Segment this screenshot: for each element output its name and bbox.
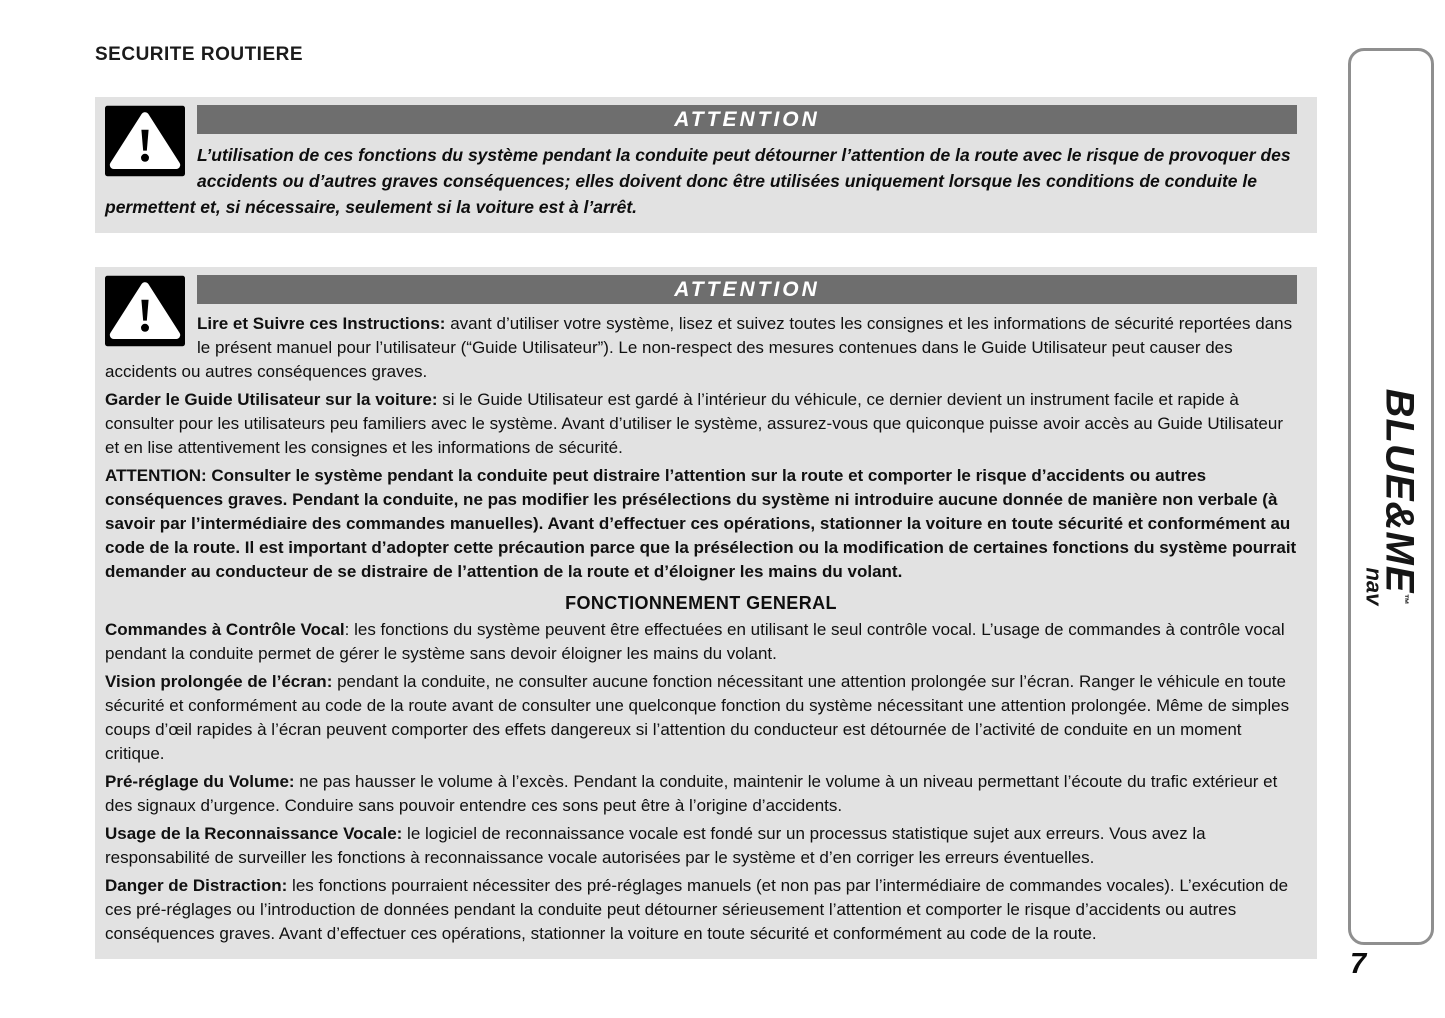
brand-text: BLUE&ME bbox=[1377, 388, 1422, 593]
paragraph-read-follow-instructions bbox=[105, 312, 1297, 384]
brand-sub-name: nav bbox=[1361, 566, 1387, 605]
warning-triangle-icon bbox=[105, 105, 185, 177]
warning-triangle-icon bbox=[105, 275, 185, 347]
attention-header: ATTENTION bbox=[197, 105, 1297, 134]
paragraph-voice-control-commands bbox=[105, 618, 1297, 666]
paragraph-distraction-danger bbox=[105, 874, 1297, 946]
paragraph-text: avant d’utiliser votre système, lisez et suivez toutes les consignes et les informations de sécurité reportées dans le présent manuel pour l’utilisateur (“Guide Utilisateur”). Le non-respect des mesures contenues dans le Guide Utilisateur peut causer des accidents ou autres conséquences graves. bbox=[105, 314, 1293, 381]
paragraph-voice-recognition-use bbox=[105, 822, 1297, 870]
paragraph-text: : les fonctions du système peuvent être effectuées en utilisant le seul contrôle vocal. L’usage de commandes à contrôle vocal pendant la conduite permet de gérer le système sans devoir éloigner les mains du volant. bbox=[105, 620, 1285, 663]
paragraph-lead: Vision prolongée de l’écran: bbox=[105, 672, 333, 691]
paragraph-prolonged-screen-viewing bbox=[105, 670, 1297, 766]
paragraph-lead: Lire et Suivre ces Instructions: bbox=[197, 314, 446, 333]
paragraph-text: le logiciel de reconnaissance vocale est fondé sur un processus statistique sujet aux erreurs. Vous avez la responsabilité de surveiller les fonctions à reconnaissance vocale autorisées par le système et d’en corriger les erreurs éventuelles. bbox=[105, 824, 1206, 867]
paragraph-lead: Garder le Guide Utilisateur sur la voiture: bbox=[105, 390, 438, 409]
paragraph-keep-guide-in-car bbox=[105, 388, 1297, 460]
paragraph-text: pendant la conduite, ne consulter aucune fonction nécessitant une attention prolongée sur l’écran. Ranger le véhicule en toute sécurité et conformément au code de la route avant de consulter une quelconque fonction du système nécessitant une attention prolongée. Même de simples coups d’œil rapides à l’écran peuvent comporter des effets dangereux si l’attention du conducteur est détournée de l’activité de conduite en un moment critique. bbox=[105, 672, 1290, 763]
section-heading-general-operation: FONCTIONNEMENT GENERAL bbox=[565, 593, 837, 613]
blue-and-me-logo bbox=[1361, 388, 1422, 605]
paragraph-text: ne pas hausser le volume à l’excès. Pendant la conduite, maintenir le volume à un niveau permettant l’écoute du trafic extérieur et des signaux d’urgence. Conduire sans pouvoir entendre ces sons peut être à l’origine d’accidents. bbox=[105, 772, 1278, 815]
paragraph-lead: Danger de Distraction: bbox=[105, 876, 288, 895]
paragraph-text: si le Guide Utilisateur est gardé à l’intérieur du véhicule, ce dernier devient un instrument facile et rapide à consulter pour les utilisateurs peu familiers avec le système. Avant d’utiliser le système, assurez-vous que quiconque puisse avoir accès au Guide Utilisateur et en lise attentivement les consignes et les informations de sécurité. bbox=[105, 390, 1283, 457]
page-content bbox=[95, 44, 1317, 959]
paragraph-attention-warning bbox=[105, 464, 1297, 584]
paragraph-lead: Usage de la Reconnaissance Vocale: bbox=[105, 824, 403, 843]
paragraph-lead: Pré-réglage du Volume: bbox=[105, 772, 295, 791]
section-tab bbox=[1348, 48, 1434, 945]
page-title: SECURITE ROUTIERE bbox=[95, 44, 304, 65]
warning-box-instructions bbox=[95, 267, 1317, 959]
attention-header: ATTENTION bbox=[197, 275, 1297, 304]
warning-body: L’utilisation de ces fonctions du système pendant la conduite peut détourner l’attention de la route avec le risque de provoquer des accidents ou d’autres graves conséquences; elles doivent donc être utilisées uniquement lorsque les conditions de conduite le permettent et, si nécessaire, seulement si la voiture est à l’arrêt. bbox=[105, 145, 1291, 217]
warning-box-driving bbox=[95, 97, 1317, 233]
page-number: 7 bbox=[1350, 948, 1367, 980]
paragraph-lead: ATTENTION: Consulter le système pendant la conduite peut distraire l’attention sur la route et comporter le risque d’accidents ou autres conséquences graves. Pendant la conduite, ne pas modifier les présélections du système ni introduire aucune donnée de manière non verbale (à savoir par l’intermédiaire des commandes manuelles). Avant d’effectuer ces opérations, stationner la voiture en toute sécurité et conformément au code de la route. Il est important d’adopter cette précaution parce que la présélection ou la modification de certaines fonctions du système pourrait demander au conducteur de se distraire de l’attention de la route et d’éloigner les mains du volant. bbox=[105, 466, 1297, 581]
trademark-symbol: ™ bbox=[1397, 592, 1410, 605]
paragraph-volume-presetting bbox=[105, 770, 1297, 818]
paragraph-text: les fonctions pourraient nécessiter des pré-réglages manuels (et non pas par l’intermédiaire de commandes vocales). L’exécution de ces pré-réglages ou l’introduction de données pendant la conduite peut détourner sérieusement l’attention et comporter le risque d’accidents ou autres conséquences graves. Avant d’effectuer ces opérations, stationner la voiture en toute sécurité et conformément au code de la route. bbox=[105, 876, 1289, 943]
paragraph-lead: Commandes à Contrôle Vocal bbox=[105, 620, 345, 639]
